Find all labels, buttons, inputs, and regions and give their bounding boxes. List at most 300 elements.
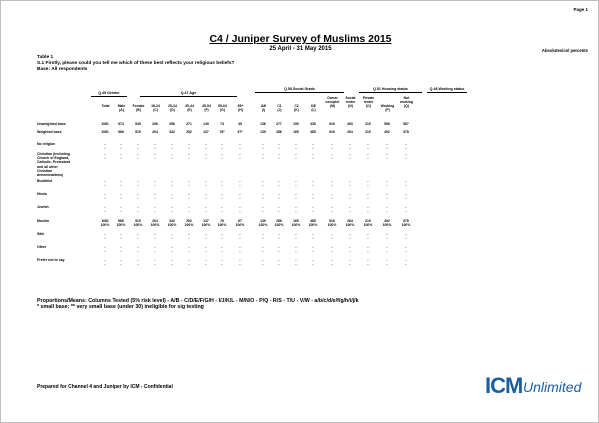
table-cell: - (295, 142, 297, 146)
table-cell: - (221, 232, 223, 236)
table-cell-percent: - (171, 183, 173, 187)
table-cell: - (349, 205, 351, 209)
table-cell: - (262, 152, 264, 156)
table-cell: 516 (329, 130, 335, 134)
table-cell: - (205, 142, 207, 146)
table-cell: - (171, 232, 173, 236)
table-cell: - (137, 232, 139, 236)
table-cell: - (295, 245, 297, 249)
table-cell: - (188, 245, 190, 249)
table-cell-percent: 100% (201, 223, 211, 227)
table-cell-percent: - (262, 236, 264, 240)
table-cell-percent: - (221, 196, 223, 200)
table-cell-percent: - (295, 196, 297, 200)
table-cell-percent: - (367, 183, 369, 187)
table-cell: - (205, 152, 207, 156)
table-cell: - (120, 258, 122, 262)
table-cell-percent: - (154, 236, 156, 240)
table-cell: - (137, 258, 139, 262)
table-cell-percent: - (221, 183, 223, 187)
table-cell-percent: - (239, 196, 241, 200)
table-cell-percent: - (262, 183, 264, 187)
table-cell: 252 (186, 219, 192, 223)
page-number: Page 1 (573, 7, 588, 12)
table-cell-percent: 100% (308, 223, 318, 227)
table-cell-percent: - (367, 236, 369, 240)
table-cell: - (154, 245, 156, 249)
table-cell-percent: - (120, 249, 122, 253)
table-cell-percent: - (331, 156, 333, 160)
table-cell-percent: - (312, 146, 314, 150)
table-cell: - (312, 179, 314, 183)
table-cell-percent: - (120, 183, 122, 187)
column-header-code: (L) (311, 108, 316, 112)
column-header-label: 45-54 (202, 104, 211, 108)
table-cell-percent: - (405, 249, 407, 253)
column-header-label: Female (132, 104, 145, 108)
table-cell: 67 (238, 219, 242, 223)
table-cell-percent: - (278, 262, 280, 266)
table-cell-percent: - (349, 249, 351, 253)
table-cell: - (137, 192, 139, 196)
group-header: Q.47 Age (140, 91, 237, 97)
table-cell: - (331, 258, 333, 262)
question-text: S.1 Firstly, please could you tell me which of these best reflects your religious beliefs? (37, 61, 235, 66)
table-cell-percent: - (405, 196, 407, 200)
table-cell-percent: - (405, 209, 407, 213)
column-header-label: Working (380, 104, 395, 108)
table-cell-percent: - (295, 156, 297, 160)
table-cell: - (188, 192, 190, 196)
table-cell-percent: 100% (401, 223, 411, 227)
column-header-code: (K) (294, 108, 299, 112)
column-header-code: (B) (136, 108, 141, 112)
table-cell-percent: - (154, 196, 156, 200)
table-cell: - (367, 232, 369, 236)
table-cell: - (278, 245, 280, 249)
table-cell-percent: - (205, 262, 207, 266)
column-header-code: (P) (385, 108, 390, 112)
column-header-code: (N) (348, 104, 353, 108)
table-cell-percent: - (154, 156, 156, 160)
table-cell-percent: - (104, 196, 106, 200)
table-cell: - (188, 142, 190, 146)
table-cell: - (188, 232, 190, 236)
logo-icm-text: ICM (485, 373, 523, 398)
base-label: Base: All respondents (37, 67, 88, 72)
table-cell: - (262, 245, 264, 249)
table-cell: 137 (203, 130, 209, 134)
table-cell: - (367, 152, 369, 156)
table-cell-percent: - (312, 209, 314, 213)
table-cell: 139 (260, 130, 266, 134)
column-header-code: (D) (170, 108, 175, 112)
table-cell-percent: - (295, 236, 297, 240)
column-header-label: Total (101, 104, 110, 108)
table-cell: - (104, 192, 106, 196)
table-cell: - (386, 232, 388, 236)
table-cell: - (386, 179, 388, 183)
table-cell-percent: - (349, 146, 351, 150)
table-cell-percent: - (120, 236, 122, 240)
table-cell: - (295, 232, 297, 236)
table-cell: - (239, 179, 241, 183)
table-cell-percent: - (154, 209, 156, 213)
table-cell: 263 (347, 122, 353, 126)
table-cell-percent: - (312, 156, 314, 160)
table-cell: - (154, 179, 156, 183)
table-cell-percent: - (137, 209, 139, 213)
column-header-label: Owner occupier (325, 96, 340, 104)
table-cell: 286 (276, 130, 282, 134)
table-cell-percent: - (278, 146, 280, 150)
table-cell: - (221, 258, 223, 262)
row-label: Jewish (37, 205, 49, 209)
table-cell: - (278, 179, 280, 183)
table-cell: - (349, 232, 351, 236)
table-cell-percent: - (331, 146, 333, 150)
table-cell: 515 (135, 219, 141, 223)
table-cell: - (331, 142, 333, 146)
table-cell: 74 (220, 122, 224, 126)
table-cell: - (221, 142, 223, 146)
table-caption (37, 55, 234, 73)
table-cell: - (239, 232, 241, 236)
table-cell-percent: - (188, 249, 190, 253)
table-cell-percent: - (171, 156, 173, 160)
table-cell: - (171, 258, 173, 262)
table-cell-percent: 100% (274, 223, 284, 227)
table-cell-percent: 100% (258, 223, 268, 227)
table-cell-percent: - (386, 146, 388, 150)
table-cell: - (120, 142, 122, 146)
table-cell-percent: - (239, 262, 241, 266)
table-cell-percent: - (221, 209, 223, 213)
table-cell: - (104, 258, 106, 262)
table-cell-percent: - (295, 183, 297, 187)
table-cell: - (239, 205, 241, 209)
table-cell-percent: - (386, 183, 388, 187)
row-label: Sikh (37, 232, 45, 236)
table-cell-percent: - (405, 262, 407, 266)
table-cell: - (154, 232, 156, 236)
table-cell-percent: - (137, 146, 139, 150)
table-cell: 515 (135, 130, 141, 134)
table-cell: 219 (365, 122, 371, 126)
table-cell-percent: 100% (184, 223, 194, 227)
table-cell: 76 (220, 219, 224, 223)
table-cell-percent: - (331, 196, 333, 200)
table-cell: - (278, 205, 280, 209)
table-cell-percent: - (137, 236, 139, 240)
table-cell: 1081 (101, 219, 109, 223)
table-cell-percent: - (331, 236, 333, 240)
table-cell: - (120, 245, 122, 249)
table-cell: 45 (238, 122, 242, 126)
table-cell-percent: 100% (291, 223, 301, 227)
table-cell: - (349, 258, 351, 262)
table-cell-percent: - (386, 196, 388, 200)
table-cell: - (349, 192, 351, 196)
table-cell: - (120, 152, 122, 156)
table-cell-percent: - (349, 156, 351, 160)
column-header-code: (O) (366, 104, 371, 108)
table-cell: - (278, 258, 280, 262)
table-cell: - (331, 152, 333, 156)
table-cell-percent: - (104, 209, 106, 213)
column-header (397, 96, 416, 108)
table-cell: 264 (347, 219, 353, 223)
column-header-label: Male (117, 104, 126, 108)
column-header-label: 65+ (237, 104, 244, 108)
table-cell-percent: - (239, 183, 241, 187)
table-cell: - (331, 179, 333, 183)
table-cell: 219 (365, 130, 371, 134)
table-cell: - (104, 205, 106, 209)
table-cell: - (205, 245, 207, 249)
table-cell: 356 (169, 122, 175, 126)
table-cell: - (171, 245, 173, 249)
table-cell-percent: - (278, 156, 280, 160)
table-cell: - (278, 142, 280, 146)
table-cell: - (205, 205, 207, 209)
table-cell-percent: - (171, 209, 173, 213)
table-cell-percent: - (171, 146, 173, 150)
table-cell: - (367, 258, 369, 262)
table-cell: 67* (237, 130, 243, 134)
table-cell-percent: - (349, 196, 351, 200)
table-cell: - (137, 245, 139, 249)
table-cell-percent: - (188, 262, 190, 266)
table-cell: - (405, 258, 407, 262)
table-cell-percent: - (171, 236, 173, 240)
table-cell-percent: 100% (217, 223, 227, 227)
table-cell-percent: 100% (133, 223, 143, 227)
column-header-label: Private renter (362, 96, 375, 104)
table-cell-percent: 100% (363, 223, 373, 227)
table-cell-percent: - (239, 209, 241, 213)
table-cell: - (188, 205, 190, 209)
column-header-label: DE (311, 104, 316, 108)
column-header-label: Not working (400, 96, 413, 104)
table-cell-percent: - (171, 249, 173, 253)
table-cell: 286 (276, 219, 282, 223)
table-cell: 277 (276, 122, 282, 126)
table-cell: - (295, 179, 297, 183)
table-cell-percent: - (188, 209, 190, 213)
table-cell: - (349, 152, 351, 156)
row-label: Christian (including Church of England, Catholic, Protestant and all other Christian denominations) (37, 152, 71, 178)
table-cell-percent: - (331, 183, 333, 187)
table-cell-percent: 100% (116, 223, 126, 227)
table-cell-percent: - (278, 209, 280, 213)
table-cell: - (367, 142, 369, 146)
table-cell-percent: 100% (235, 223, 245, 227)
column-header (378, 104, 397, 112)
table-cell: - (331, 205, 333, 209)
table-cell: - (221, 179, 223, 183)
table-cell: 252 (186, 130, 192, 134)
table-cell-percent: - (262, 146, 264, 150)
table-cell-percent: - (278, 196, 280, 200)
table-cell-percent: - (295, 209, 297, 213)
table-cell: - (205, 179, 207, 183)
group-header: Q.58 Social Grade (255, 87, 344, 93)
table-cell: - (295, 192, 297, 196)
table-cell: 219 (365, 219, 371, 223)
table-cell: - (205, 258, 207, 262)
table-cell: 492 (384, 130, 390, 134)
table-cell-percent: - (295, 146, 297, 150)
table-cell: - (120, 205, 122, 209)
significance-note (37, 298, 359, 310)
column-header-code: (C) (153, 108, 158, 112)
table-cell: - (239, 152, 241, 156)
table-cell: - (405, 245, 407, 249)
table-cell-percent: - (312, 183, 314, 187)
table-cell: - (295, 152, 297, 156)
table-cell: - (154, 192, 156, 196)
column-header-code: (M) (329, 104, 336, 108)
table-cell-percent: - (312, 249, 314, 253)
table-cell: 204 (152, 219, 158, 223)
table-cell: - (312, 245, 314, 249)
table-cell: - (104, 245, 106, 249)
table-cell: - (349, 179, 351, 183)
table-cell-percent: - (239, 236, 241, 240)
table-cell: 206 (152, 122, 158, 126)
column-header-code: (E) (187, 108, 192, 112)
table-cell: - (278, 152, 280, 156)
absolutes-label: Absolutes/col percents (541, 48, 588, 53)
table-cell: - (367, 192, 369, 196)
table-cell: - (312, 142, 314, 146)
icm-logo (485, 373, 582, 399)
table-cell-percent: - (171, 262, 173, 266)
table-cell-percent: - (205, 209, 207, 213)
table-cell-percent: - (331, 209, 333, 213)
table-cell: - (137, 179, 139, 183)
table-cell-percent: 100% (150, 223, 160, 227)
row-label: Weighted base (37, 130, 62, 134)
table-cell: - (386, 245, 388, 249)
table-cell: - (262, 192, 264, 196)
table-cell: - (120, 232, 122, 236)
table-cell: 485 (310, 219, 316, 223)
table-cell-percent: 100% (382, 223, 392, 227)
table-cell: - (262, 179, 264, 183)
table-cell: - (386, 258, 388, 262)
column-header-label: 55-64 (218, 104, 227, 108)
table-cell: - (331, 245, 333, 249)
table-cell: 574 (118, 122, 124, 126)
table-cell-percent: - (205, 183, 207, 187)
table-cell-percent: 100% (345, 223, 355, 227)
table-cell: - (120, 192, 122, 196)
column-header-code: (I) (261, 108, 266, 112)
table-cell-percent: 100% (327, 223, 337, 227)
table-cell-percent: - (262, 196, 264, 200)
table-cell: - (188, 258, 190, 262)
column-header-label: 18-24 (151, 104, 160, 108)
table-cell-percent: - (349, 236, 351, 240)
group-header: Q.51 Housing status (359, 87, 422, 93)
column-header-label: 35-44 (185, 104, 194, 108)
table-cell-percent: - (188, 196, 190, 200)
table-cell: - (188, 179, 190, 183)
table-cell: 578 (403, 130, 409, 134)
table-cell: 204 (152, 130, 158, 134)
table-cell: 566 (118, 130, 124, 134)
table-cell-percent: - (120, 209, 122, 213)
table-cell: - (137, 205, 139, 209)
table-cell-percent: - (262, 249, 264, 253)
table-cell-percent: - (154, 262, 156, 266)
table-cell: - (386, 142, 388, 146)
table-cell-percent: - (367, 209, 369, 213)
table-cell: 485 (310, 130, 316, 134)
table-cell: - (386, 205, 388, 209)
table-cell: - (405, 205, 407, 209)
table-cell: - (405, 192, 407, 196)
table-cell: - (405, 152, 407, 156)
table-cell-percent: - (331, 262, 333, 266)
table-cell-percent: - (120, 146, 122, 150)
table-cell-percent: - (120, 262, 122, 266)
table-cell: 492 (384, 219, 390, 223)
table-cell-percent: - (367, 196, 369, 200)
table-cell: 516 (329, 219, 335, 223)
table-cell-percent: - (367, 249, 369, 253)
table-cell: - (205, 232, 207, 236)
table-cell: - (312, 258, 314, 262)
table-cell: - (221, 192, 223, 196)
column-header-label: 25-34 (168, 104, 177, 108)
table-cell-percent: - (349, 209, 351, 213)
table-cell-percent: - (137, 249, 139, 253)
table-cell: 190 (293, 122, 299, 126)
table-cell-percent: - (120, 196, 122, 200)
row-label: No religion (37, 142, 56, 146)
table-cell-percent: - (239, 249, 241, 253)
table-cell: - (405, 142, 407, 146)
table-cell: 1081 (101, 130, 109, 134)
table-cell-percent: - (188, 236, 190, 240)
table-cell: - (171, 179, 173, 183)
table-cell-percent: - (205, 196, 207, 200)
table-cell: 578 (403, 219, 409, 223)
table-cell-percent: - (188, 146, 190, 150)
table-cell-percent: - (386, 262, 388, 266)
table-cell: 556 (384, 122, 390, 126)
group-header: Q.48 Working status (427, 87, 467, 93)
table-cell-percent: - (205, 249, 207, 253)
table-cell: - (154, 258, 156, 262)
table-cell: - (262, 205, 264, 209)
table-cell-percent: - (405, 156, 407, 160)
table-cell-percent: - (262, 156, 264, 160)
table-cell: - (349, 245, 351, 249)
table-cell: - (221, 152, 223, 156)
table-cell: - (367, 245, 369, 249)
table-cell-percent: - (205, 236, 207, 240)
table-cell-percent: 100% (100, 223, 110, 227)
table-cell: 1081 (101, 122, 109, 126)
table-cell-percent: - (137, 156, 139, 160)
table-cell: - (405, 179, 407, 183)
table-cell-percent: - (188, 183, 190, 187)
table-cell-percent: - (312, 262, 314, 266)
